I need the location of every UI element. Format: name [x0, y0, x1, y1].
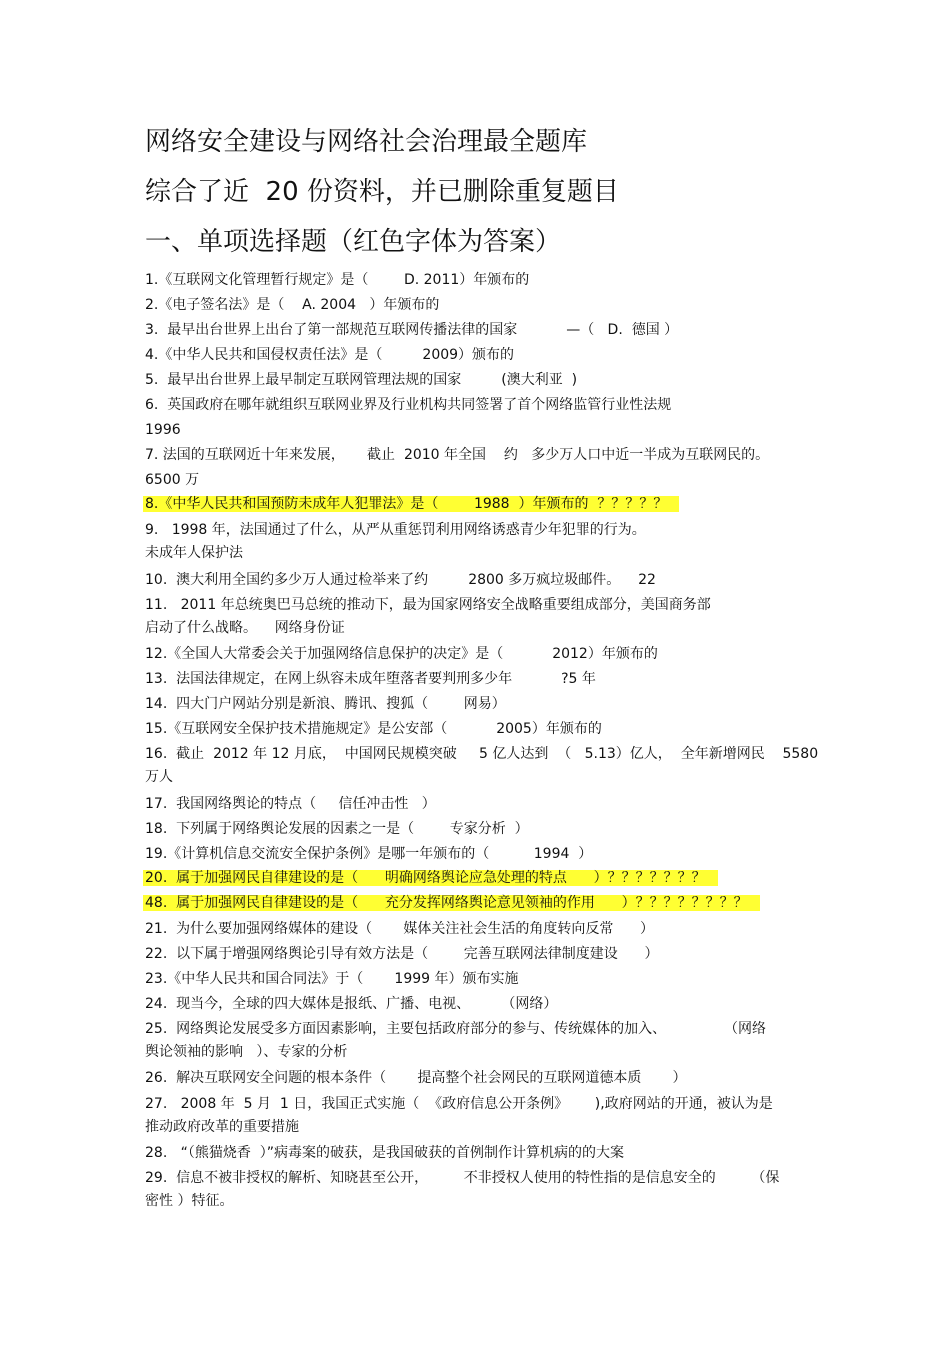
question-line: 10. 澳大利用全国约多少万人通过检举来了约 2800 多万疯垃圾邮件。 22	[145, 572, 656, 588]
question-line: 5. 最早出台世界上最早制定互联网管理法规的国家 (澳大利亚 )	[145, 372, 578, 388]
answer-line: 密性 ）特征。	[145, 1193, 234, 1209]
highlight-mark: 48. 属于加强网民自律建设的是（ 充分发挥网络舆论意见领袖的作用 ）？？？？？？？？	[143, 895, 760, 911]
answer-line: 万人	[145, 769, 173, 785]
document-title: 网络安全建设与网络社会治理最全题库	[145, 127, 588, 157]
question-line: 16. 截止 2012 年 12 月底， 中国网民规模突破 5 亿人达到 （ 5.13）亿人， 全年新增网民 5580	[145, 746, 819, 762]
answer-line: 6500 万	[145, 472, 200, 488]
question-line: 3. 最早出台世界上出台了第一部规范互联网传播法律的国家 —（ D. 德国 ）	[145, 322, 679, 338]
question-line: 17. 我国网络舆论的特点（ 信任冲击性 ）	[145, 796, 436, 812]
question-line: 18. 下列属于网络舆论发展的因素之一是（ 专家分析 ）	[145, 821, 529, 837]
question-line: 14. 四大门户网站分别是新浪、腾讯、搜狐（ 网易）	[145, 696, 506, 712]
answer-line: 未成年人保护法	[145, 545, 243, 561]
question-line: 19.《计算机信息交流安全保护条例》是哪一年颁布的（ 1994 ）	[145, 846, 593, 862]
question-line: 23.《中华人民共和国合同法》于（ 1999 年）颁布实施	[145, 971, 519, 987]
question-line: 11. 2011 年总统奥巴马总统的推动下，最为国家网络安全战略重要组成部分，美国商务部	[145, 597, 711, 613]
question-line: 21. 为什么要加强网络媒体的建设（ 媒体关注社会生活的角度转向反常 ）	[145, 921, 655, 937]
question-line: 24. 现当今，全球的四大媒体是报纸、广播、电视、 （网络）	[145, 996, 558, 1012]
highlighted-question-line	[145, 893, 760, 913]
question-line: 9. 1998 年，法国通过了什么，从严从重惩罚利用网络诱惑青少年犯罪的行为。	[145, 522, 646, 538]
question-line: 12.《全国人大常委会关于加强网络信息保护的决定》是（ 2012）年颁布的	[145, 646, 658, 662]
answer-line: 推动政府改革的重要措施	[145, 1119, 299, 1135]
question-line: 4.《中华人民共和国侵权责任法》是（ 2009）颁布的	[145, 347, 515, 363]
question-line: 15.《互联网安全保护技术措施规定》是公安部（ 2005）年颁布的	[145, 721, 602, 737]
highlight-mark: 20. 属于加强网民自律建设的是（ 明确网络舆论应急处理的特点 ）？？？？？？？	[143, 870, 718, 886]
answer-line: 启动了什么战略。 网络身份证	[145, 620, 345, 636]
section-heading: 一、单项选择题（红色字体为答案）	[145, 227, 562, 257]
answer-line: 舆论领袖的影响 ）、专家的分析	[145, 1044, 348, 1060]
question-line: 1.《互联网文化管理暂行规定》是（ D. 2011）年颁布的	[145, 272, 530, 288]
highlight-mark: 8.《中华人民共和国预防未成年人犯罪法》是（ 1988 ）年颁布的 ？？？？？	[143, 496, 679, 512]
highlighted-question-line	[145, 494, 679, 514]
answer-line: 1996	[145, 422, 181, 438]
question-line: 7. 法国的互联网近十年来发展， 截止 2010 年全国 约 多少万人口中近一半成为互联网民的。	[145, 447, 770, 463]
question-line: 28. “（熊猫烧香 ）”病毒案的破获，是我国破获的首例制作计算机病的的大案	[145, 1145, 625, 1161]
question-line: 22. 以下属于增强网络舆论引导有效方法是（ 完善互联网法律制度建设 ）	[145, 946, 659, 962]
question-line: 13. 法国法律规定，在网上纵容未成年堕落者要判刑多少年 ?5 年	[145, 671, 596, 687]
highlighted-question-line	[145, 868, 718, 888]
question-line: 25. 网络舆论发展受多方面因素影响，主要包括政府部分的参与、传统媒体的加入、 （网络	[145, 1021, 767, 1037]
question-line: 29. 信息不被非授权的解析、知晓甚至公开， 不非授权人使用的特性指的是信息安全的 （保	[145, 1170, 780, 1186]
question-line: 2.《电子签名法》是（ A. 2004 ）年颁布的	[145, 297, 440, 313]
question-line: 26. 解决互联网安全问题的根本条件（ 提高整个社会网民的互联网道德本质 ）	[145, 1070, 687, 1086]
question-line: 6. 英国政府在哪年就组织互联网业界及行业机构共同签署了首个网络监管行业性法规	[145, 397, 672, 413]
question-line: 27. 2008 年 5 月 1 日，我国正式实施（ 《政府信息公开条例》 ),政府网站的开通，被认为是	[145, 1096, 773, 1112]
document-subtitle: 综合了近 20 份资料，并已删除重复题目	[145, 177, 619, 207]
